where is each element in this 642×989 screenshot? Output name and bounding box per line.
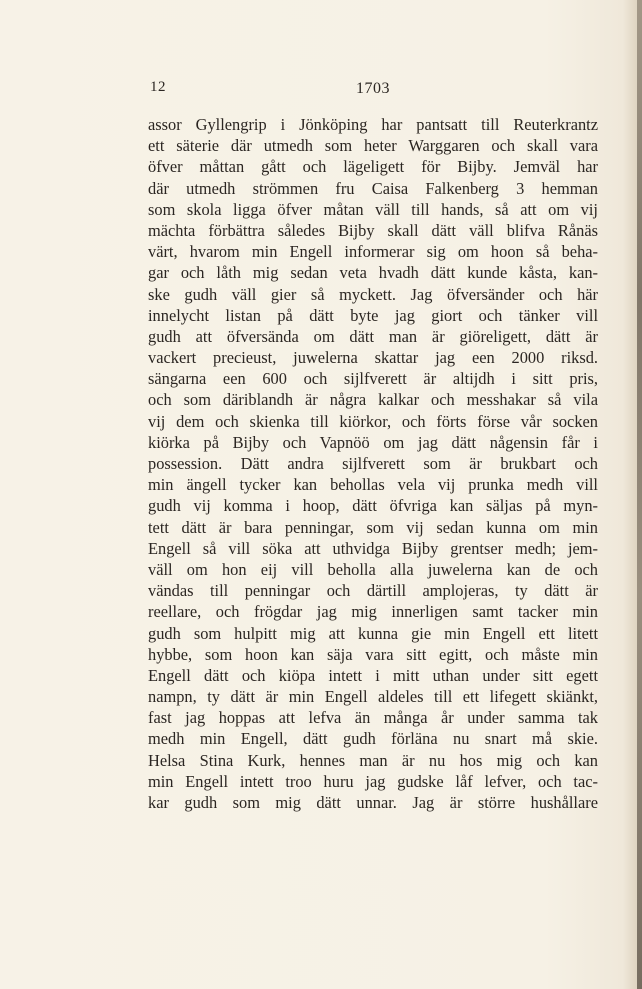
page-edge-shadow (637, 0, 642, 989)
text-line: nampn, ty dätt är min Engell aldeles till ett lifegett skiänkt, (148, 687, 598, 707)
running-head-year: 1703 (356, 80, 390, 97)
text-line: mächta förbättra således Bijby skall dätt väll blifva Rånäs (148, 220, 598, 240)
text-line: vij dem och skienka till kiörkor, och förts förse vår socken (148, 411, 598, 431)
text-line: tett dätt är bara penningar, som vij sedan kunna om min (148, 517, 598, 537)
text-line: medh min Engell, dätt gudh förläna nu snart må skie. (148, 729, 598, 749)
text-line: min ängell tycker kan behollas vela vij prunka medh vill (148, 475, 598, 495)
text-line: assor Gyllengrip i Jönköping har pantsatt till Reuterkrantz (148, 115, 598, 134)
text-line: vändas till penningar och därtill amplojeras, ty dätt är (148, 581, 598, 601)
body-text (148, 114, 598, 813)
text-line: possession. Dätt andra sijlfverett som är brukbart och (148, 454, 598, 473)
text-line: gudh att öfversända om dätt man är giöreligett, dätt är (148, 326, 598, 346)
text-line: värt, hvarom min Engell informerar sig om hoon så beha- (148, 242, 598, 262)
text-line: ett säterie där utmedh som heter Warggaren och skall vara (148, 136, 598, 156)
text-line: kiörka på Bijby och Vapnöö om jag dätt någensin får i (148, 432, 598, 452)
text-line: min Engell intett troo huru jag gudske låf lefver, och tac- (148, 771, 598, 791)
text-line: fast jag hoppas att lefva än många år under samma tak (148, 708, 598, 728)
text-line: gudh vij komma i hoop, dätt öfvriga kan säljas på myn- (148, 496, 598, 516)
text-line: gudh som hulpitt mig att kunna gie min Engell ett litett (148, 623, 598, 643)
text-line: sängarna een 600 och sijlfverett är altijdh i sitt pris, (148, 369, 598, 389)
text-line: kar gudh som mig dätt unnar. Jag är större hushållare (148, 793, 598, 812)
text-line: väll om hon eij vill beholla alla juwelerna kan de och (148, 559, 598, 579)
text-line: Helsa Stina Kurk, hennes man är nu hos mig och kan (148, 750, 598, 770)
text-line: där utmedh strömmen fru Caisa Falkenberg 3 hemman (148, 178, 598, 198)
text-line: som skola ligga öfver måtan väll till hands, så att om vij (148, 199, 598, 219)
text-line: och som däriblandh är några kalkar och messhakar så vila (148, 390, 598, 410)
text-line: hybbe, som hoon kan säja vara sitt egitt, och måste min (148, 644, 598, 664)
text-line: Engell så vill söka att uthvidga Bijby grentser medh; jem- (148, 538, 598, 558)
text-line: vackert precieust, juwelerna skattar jag een 2000 riksd. (148, 348, 598, 368)
text-line: ske gudh väll gier så myckett. Jag öfversänder och här (148, 284, 598, 304)
text-line: gar och låth mig sedan veta hvadh dätt kunde kåsta, kan- (148, 263, 598, 283)
text-line: Engell dätt och kiöpa intett i mitt uthan under sitt egett (148, 665, 598, 685)
text-line: öfver måttan gått och lägeligett för Bijby. Jemväl har (148, 157, 598, 177)
text-line: innelycht listan på dätt byte jag giort och tänker vill (148, 305, 598, 325)
page-number: 12 (150, 79, 166, 95)
text-line: reellare, och frögdar jag mig innerligen samt tacker min (148, 602, 598, 622)
